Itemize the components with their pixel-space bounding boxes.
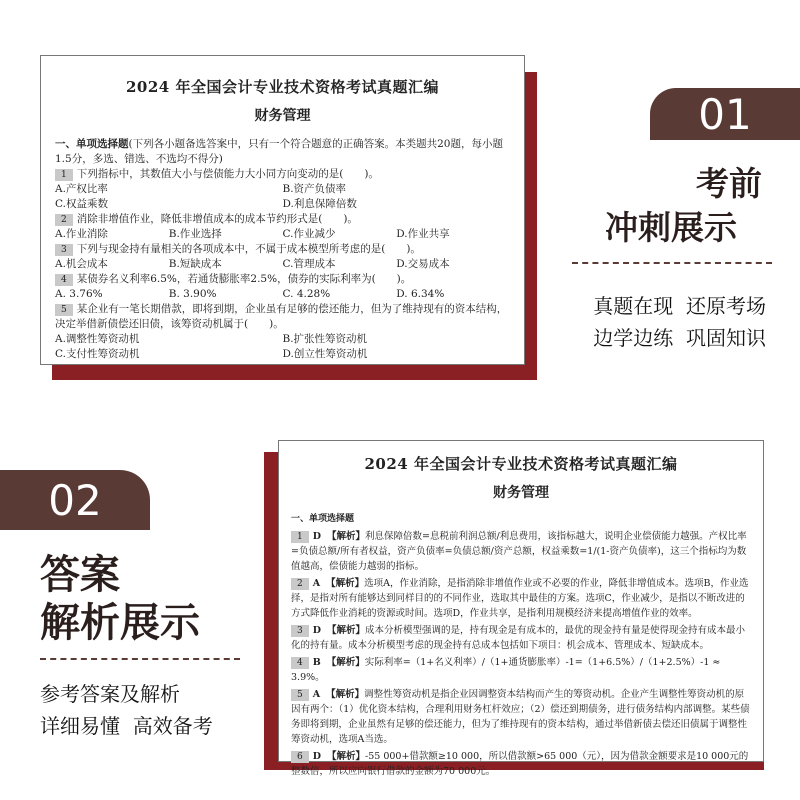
- section-heading-2: 一、单项选择题: [291, 514, 355, 524]
- option-label: D.创立性筹资动机: [282, 348, 368, 360]
- answer-letter: A: [312, 689, 321, 700]
- analysis-text: 调整性筹资动机是指企业因调整资本结构而产生的筹资动机。企业产生调整性筹资动机的原因有两个：（1）优化资本结构，合理利用财务杠杆效应；（2）偿还到期债务，进行债务结构内部调整。某些债务即将到期，企业虽然有足够的偿还能力，但为了维持现有的资本结构，通过举借新债去偿还旧债属于调整性筹资动机，选项A当选。: [291, 689, 750, 745]
- question-number: 3: [55, 244, 73, 256]
- question-number: 2: [55, 214, 73, 226]
- option-label: C.支付性筹资动机: [55, 348, 140, 360]
- option-label: C.作业减少: [282, 228, 336, 240]
- option-label: B.短缺成本: [168, 258, 222, 270]
- desc2-line2: 详细易懂 高效备考: [40, 714, 213, 738]
- analysis-label: 【解析】: [326, 625, 365, 636]
- page-subtitle-2: 财务管理: [493, 485, 549, 501]
- question-options: [55, 227, 510, 242]
- exam-page-questions: [40, 55, 525, 365]
- option-label: A.调整性筹资动机: [55, 333, 140, 345]
- answer-number: 1: [291, 531, 309, 543]
- option-label: D.利息保障倍数: [282, 198, 357, 210]
- question-text: 某企业有一笔长期借款，即将到期，企业虽有足够的偿还能力，但为了维持现有的资本结构，决定举借新债偿还旧债，该筹资动机属于( )。: [55, 303, 508, 330]
- answer-number: 5: [291, 689, 309, 701]
- answer-list: [279, 529, 763, 779]
- heading-line1: 考前: [696, 164, 762, 203]
- answer-item: [291, 576, 751, 621]
- answer-item: [291, 655, 751, 685]
- heading2-line2: 解析展示: [40, 599, 200, 646]
- question-list: [41, 167, 524, 362]
- analysis-text: 成本分析模型强调的是，持有现金是有成本的，最优的现金持有量是使得现金持有成本最小化的持有量。成本分析模型考虑的现金持有总成本包括如下项目：机会成本、管理成本、短缺成本。: [291, 625, 746, 651]
- option-label: D.交易成本: [396, 258, 450, 270]
- option-label: B. 3.90%: [168, 288, 217, 300]
- option-label: C. 4.28%: [282, 288, 331, 300]
- option-label: C.管理成本: [282, 258, 336, 270]
- answer-letter: A: [312, 578, 321, 589]
- desc2-line1: 参考答案及解析: [40, 682, 180, 706]
- question-text: 下列指标中，其数值大小与偿债能力大小同方向变动的是( )。: [76, 168, 379, 180]
- option-label: D. 6.34%: [396, 288, 445, 300]
- analysis-label: 【解析】: [326, 689, 365, 700]
- option-label: A.机会成本: [55, 258, 108, 270]
- answer-item: [291, 623, 751, 653]
- question-text: 某债券名义利率6.5%，若通货膨胀率2.5%，债券的实际利率为( )。: [76, 273, 412, 285]
- answer-item: [291, 687, 751, 747]
- analysis-text: 利息保障倍数=息税前利润总额/利息费用，该指标越大，说明企业偿债能力越强。产权比率=负债总额/所有者权益，资产负债率=负债总额/资产总额，权益乘数=1/(1-资产负债率)，这三个指标均为数值越高，偿债能力越弱的指标。: [291, 531, 747, 572]
- option-label: B.扩张性筹资动机: [282, 333, 368, 345]
- question-options: [55, 257, 510, 272]
- analysis-text: 选项A，作业消除，是指消除非增值作业或不必要的作业，降低非增值成本。选项B，作业选择，是指对所有能够达到同样目的的不同作业，选取其中最佳的方案。选项C，作业减少，是指以不断改进的方式降低作业消耗的资源或时间。选项D，作业共享，是指利用规模经济来提高增值作业的效率。: [291, 578, 749, 619]
- option-label: C.权益乘数: [55, 198, 108, 210]
- answer-number: 2: [291, 578, 309, 590]
- question-options: [55, 332, 510, 362]
- badge-01: 01: [650, 88, 800, 140]
- option-label: A.产权比率: [55, 183, 108, 195]
- option-label: A. 3.76%: [55, 288, 103, 300]
- analysis-label: 【解析】: [326, 578, 365, 589]
- heading-line2: 冲刺展示: [605, 208, 737, 247]
- question-item: [55, 167, 510, 182]
- question-text: 下列与现金持有量相关的各项成本中，不属于成本模型所考虑的是( )。: [76, 243, 421, 255]
- answer-letter: D: [312, 751, 321, 762]
- section-heading: 一、单项选择题(下列各小题备选答案中，只有一个符合题意的正确答案。本类题共20题，每小题1.5分，多选、错选、不选均不得分): [55, 138, 503, 165]
- question-number: 1: [55, 169, 73, 181]
- question-options: [55, 287, 510, 302]
- option-label: B.资产负债率: [282, 183, 347, 195]
- answer-number: 6: [291, 751, 309, 763]
- answer-number: 3: [291, 625, 309, 637]
- analysis-label: 【解析】: [326, 531, 365, 542]
- analysis-label: 【解析】: [326, 751, 365, 762]
- answer-item: [291, 529, 751, 574]
- answer-letter: B: [312, 657, 321, 668]
- question-item: [55, 242, 510, 257]
- question-options: [55, 182, 510, 212]
- answer-letter: D: [312, 531, 321, 542]
- question-item: [55, 302, 510, 332]
- question-number: 5: [55, 304, 73, 316]
- question-text: 消除非增值作业，降低非增值成本的成本节约形式是( )。: [76, 213, 358, 225]
- option-label: D.作业共享: [396, 228, 450, 240]
- answer-number: 4: [291, 657, 309, 669]
- divider-dashed: [572, 262, 772, 264]
- question-number: 4: [55, 274, 73, 286]
- divider-dashed-2: [40, 658, 240, 660]
- desc-line2: 边学边练 巩固知识: [593, 326, 766, 350]
- analysis-text: -55 000+借款额≥10 000，所以借款额>65 000（元），因为借款金额要求是10 000元的整数倍，所以应向银行借款的金额为70 000元。: [291, 751, 749, 777]
- exam-page-answers: [278, 440, 764, 777]
- answer-item: [291, 749, 751, 779]
- desc-line1: 真题在现 还原考场: [593, 294, 766, 318]
- analysis-label: 【解析】: [326, 657, 365, 668]
- page-title: 2024 年全国会计专业技术资格考试真题汇编: [126, 78, 439, 96]
- page-subtitle: 财务管理: [254, 108, 311, 124]
- option-label: B.作业选择: [168, 228, 222, 240]
- answer-letter: D: [312, 625, 321, 636]
- question-item: [55, 272, 510, 287]
- question-item: [55, 212, 510, 227]
- analysis-text: 实际利率=（1+名义利率）/（1+通货膨胀率）-1=（1+6.5%）/（1+2.5%）-1 ≈ 3.9%。: [291, 657, 721, 683]
- badge-02: 02: [0, 470, 150, 530]
- heading2-line1: 答案: [40, 551, 120, 598]
- page-title-2: 2024 年全国会计专业技术资格考试真题汇编: [364, 455, 678, 473]
- option-label: A.作业消除: [55, 228, 108, 240]
